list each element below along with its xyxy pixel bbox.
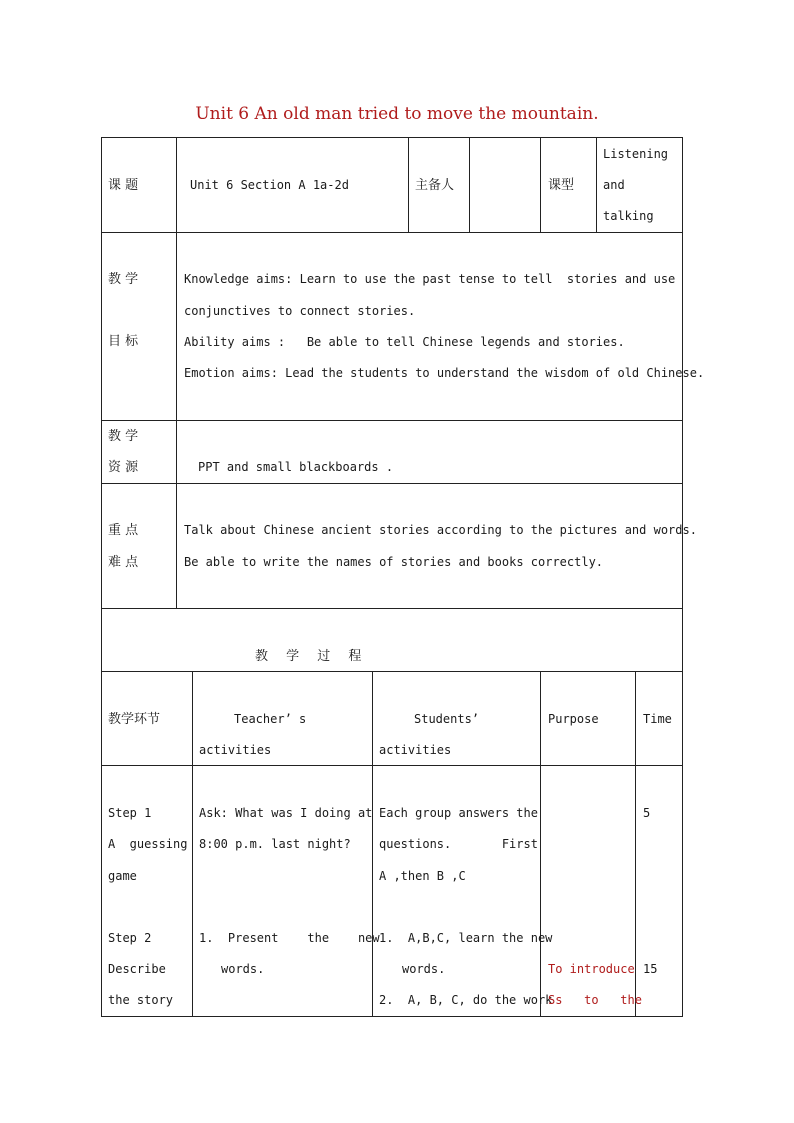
preparer-label: 主备人 xyxy=(415,178,455,193)
step-2-students-2: words. xyxy=(402,962,446,976)
col-header-time: Time xyxy=(643,712,672,726)
page-title: Unit 6 An old man tried to move the mountain. xyxy=(195,104,599,124)
step-1-students-1: Each group answers the xyxy=(379,806,538,820)
lesson-type-line-2: and xyxy=(603,178,625,192)
key-points-label-2: 难 点 xyxy=(108,555,139,570)
knowledge-aims-line-1: Knowledge aims: Learn to use the past tense to tell stories and use xyxy=(184,272,676,286)
col-header-students-2: activities xyxy=(379,743,452,757)
step-2-teacher-2: words. xyxy=(221,962,265,976)
col-header-teacher-1: Teacher’ s xyxy=(234,712,307,726)
step-2-students-3: 2. A, B, C, do the work xyxy=(379,993,553,1007)
lesson-type-line-3: talking xyxy=(603,209,654,223)
resources-label-1: 教 学 xyxy=(108,429,139,444)
step-2-purpose-2: Ss to the xyxy=(548,993,642,1007)
lesson-type-line-1: Listening xyxy=(603,147,669,161)
col-header-students-1: Students’ xyxy=(414,712,480,726)
col-header-step: 教学环节 xyxy=(108,712,161,727)
col-header-purpose: Purpose xyxy=(548,712,599,726)
step-2-name: Step 2 xyxy=(108,931,152,945)
step-1-teacher-2: 8:00 p.m. last night? xyxy=(199,837,351,851)
emotion-aims: Emotion aims: Lead the students to understand the wisdom of old Chinese. xyxy=(184,366,705,380)
step-2-teacher-1: 1. Present the new xyxy=(199,931,380,945)
step-2-desc-2: the story xyxy=(108,993,174,1007)
step-1-desc-1: A guessing xyxy=(108,837,188,851)
step-1-desc-2: game xyxy=(108,869,137,883)
objectives-label-2: 目 标 xyxy=(108,334,139,349)
resources-label-2: 资 源 xyxy=(108,460,139,475)
key-point-1: Talk about Chinese ancient stories according to the pictures and words. xyxy=(184,523,697,537)
objectives-label-1: 教 学 xyxy=(108,272,139,287)
topic-label: 课 题 xyxy=(108,178,139,193)
step-2-desc-1: Describe xyxy=(108,962,166,976)
key-point-2: Be able to write the names of stories and books correctly. xyxy=(184,555,604,569)
step-2-purpose-1: To introduce xyxy=(548,962,635,976)
process-title: 教 学 过 程 xyxy=(255,649,362,664)
step-1-time: 5 xyxy=(643,806,651,820)
key-points-label-1: 重 点 xyxy=(108,523,139,538)
col-header-teacher-2: activities xyxy=(199,743,272,757)
lesson-type-label: 课型 xyxy=(548,178,575,193)
knowledge-aims-line-2: conjunctives to connect stories. xyxy=(184,304,416,318)
step-1-students-3: A ,then B ,C xyxy=(379,869,466,883)
resources-value: PPT and small blackboards . xyxy=(198,460,394,474)
step-1-students-2: questions. First xyxy=(379,837,538,851)
topic-value: Unit 6 Section A 1a-2d xyxy=(190,178,349,192)
step-1-teacher-1: Ask: What was I doing at xyxy=(199,806,373,820)
step-1-name: Step 1 xyxy=(108,806,152,820)
step-2-students-1: 1. A,B,C, learn the new xyxy=(379,931,553,945)
ability-aims: Ability aims : Be able to tell Chinese legends and stories. xyxy=(184,335,625,349)
step-2-time: 15 xyxy=(643,962,658,976)
